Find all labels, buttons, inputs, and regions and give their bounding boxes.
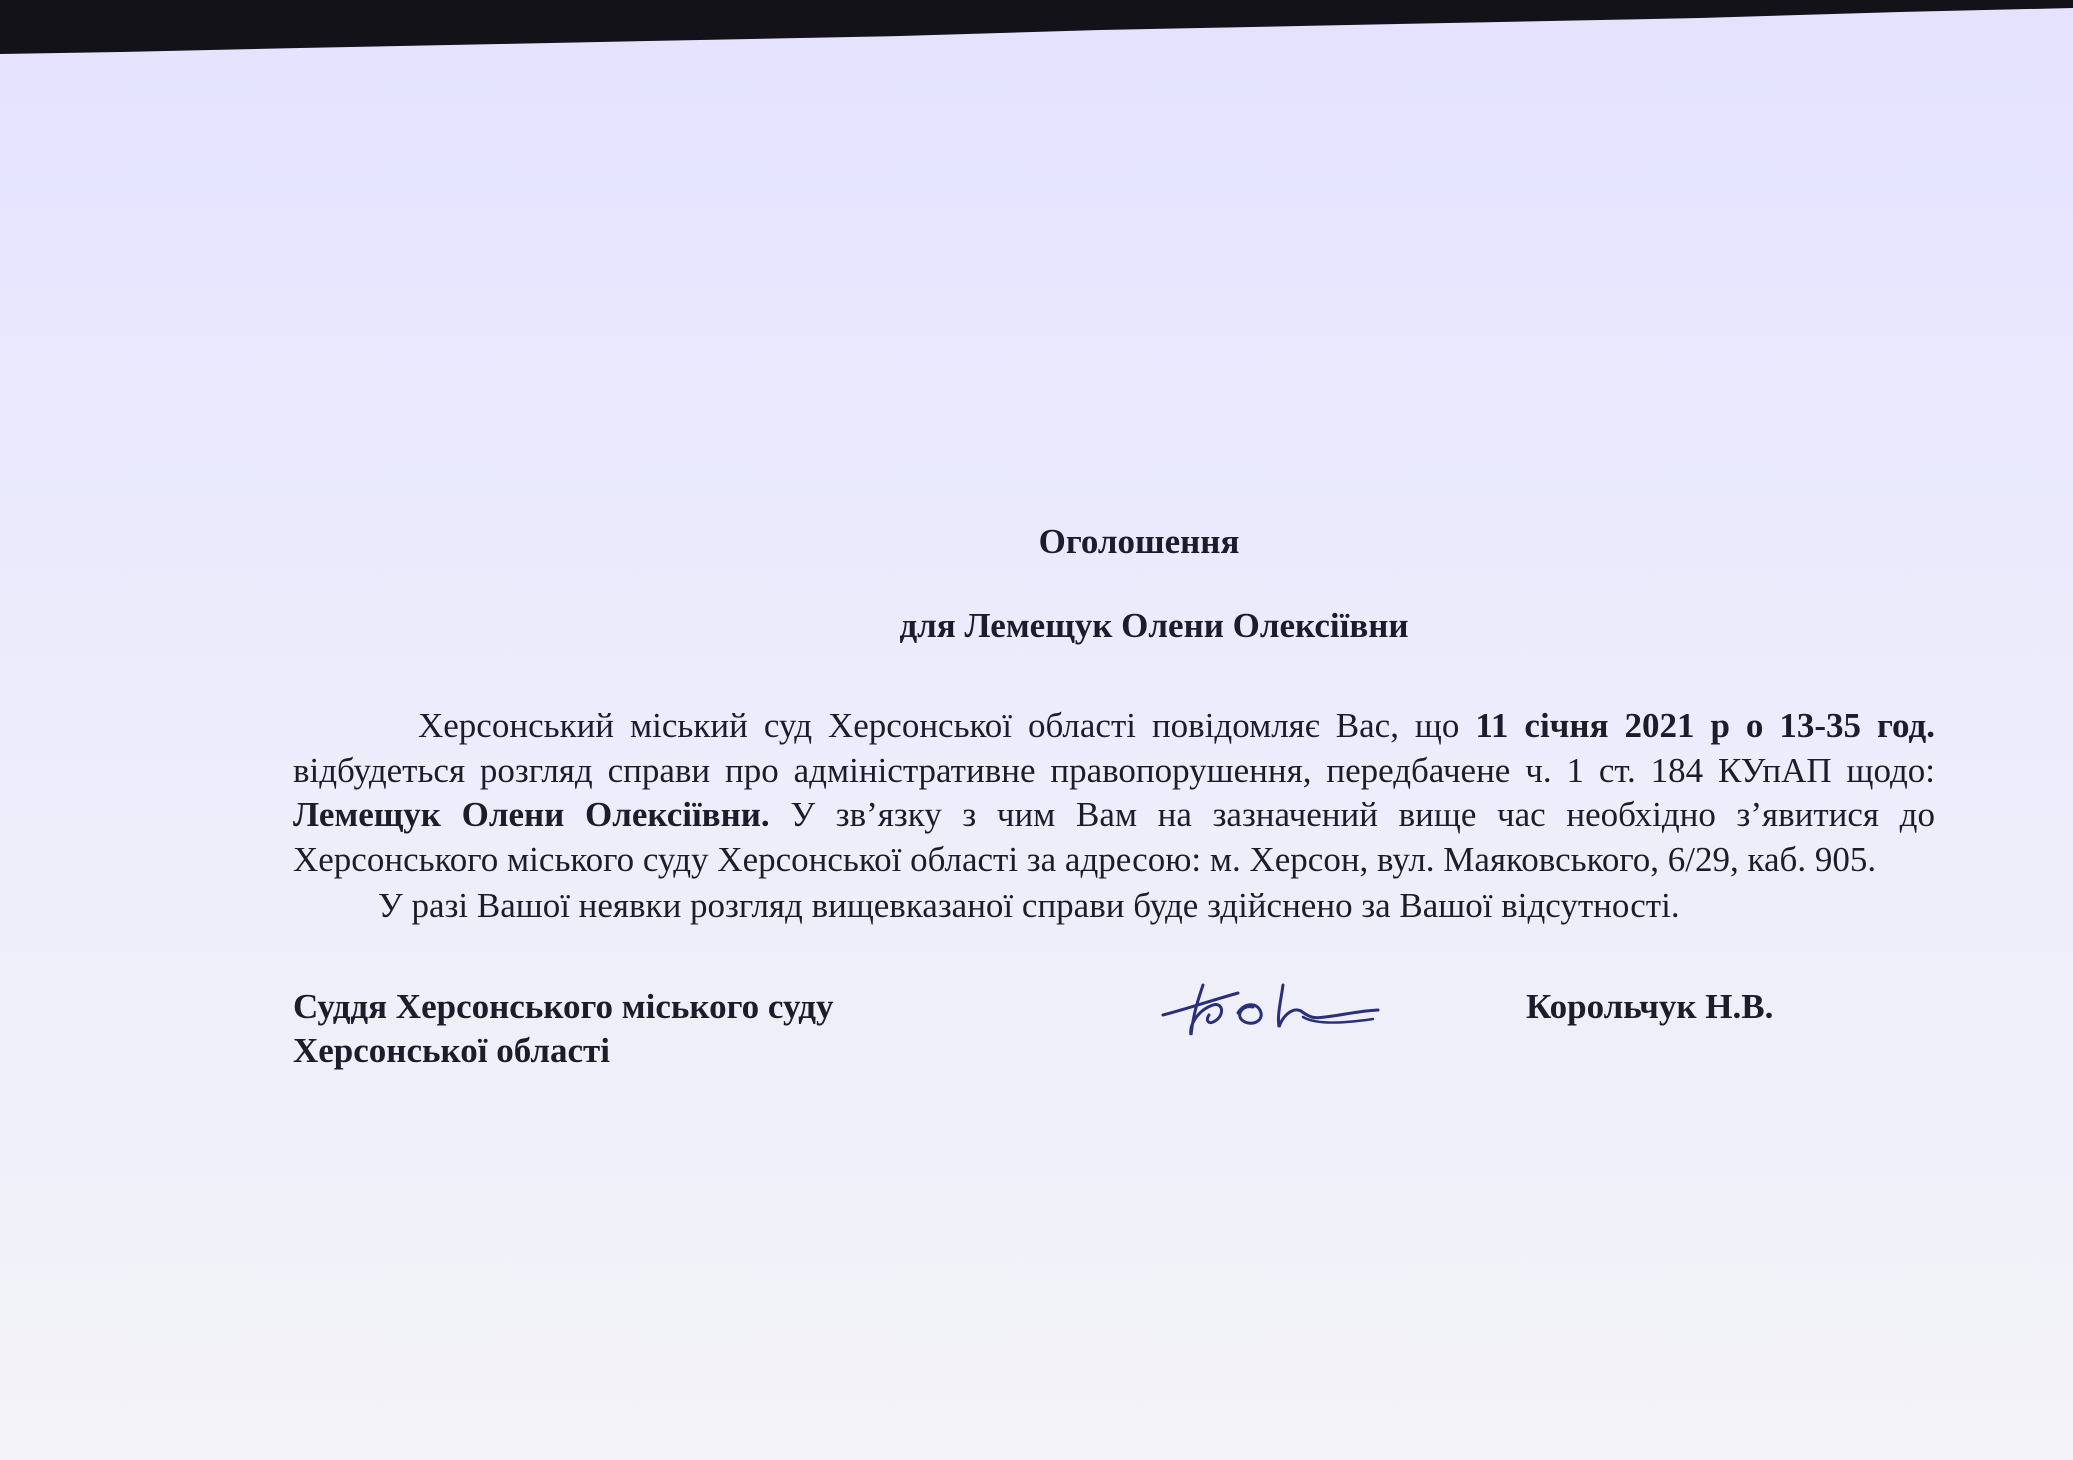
- judge-name: Корольчук Н.В.: [1526, 986, 1774, 1026]
- notice-middle: відбудеться розгляд справи про адміністративне правопорушення, передбачене ч. 1 ст. 184 КУпАП щодо:: [293, 750, 1935, 790]
- judge-title: [293, 985, 1053, 1074]
- addressee-line: для Лемещук Олени Олексіївни: [899, 606, 1409, 645]
- dark-background-edge: [0, 0, 2073, 60]
- notice-tail: У зв’язку з чим Вам на зазначений вище час необхідно з’явитися до Херсонського міського суду Херсонської області за адресою: м. Херсон, вул. Маяковського, 6/29, каб. 905.: [293, 795, 1935, 879]
- absence-warning-paragraph: У разі Вашої неявки розгляд вищевказаної справи буде здійснено за Вашої відсутності.: [378, 886, 1680, 925]
- signature-block: [293, 985, 1935, 1105]
- announcement-document: [293, 520, 1935, 1105]
- document-title: Оголошення: [1038, 522, 1240, 561]
- judge-title-line-1: Суддя Херсонського міського суду: [293, 986, 834, 1026]
- judge-title-line-2: Херсонської області: [293, 1031, 610, 1070]
- handwritten-signature: [1143, 955, 1403, 1055]
- notice-paragraph: [293, 704, 1935, 882]
- notice-lead: Херсонський міський суд Херсонської області повідомляє Вас, що: [418, 706, 1476, 745]
- person-name: Лемещук Олени Олексіївни.: [293, 795, 770, 834]
- hearing-date-time: 11 січня 2021 р о 13-35 год.: [1475, 706, 1935, 745]
